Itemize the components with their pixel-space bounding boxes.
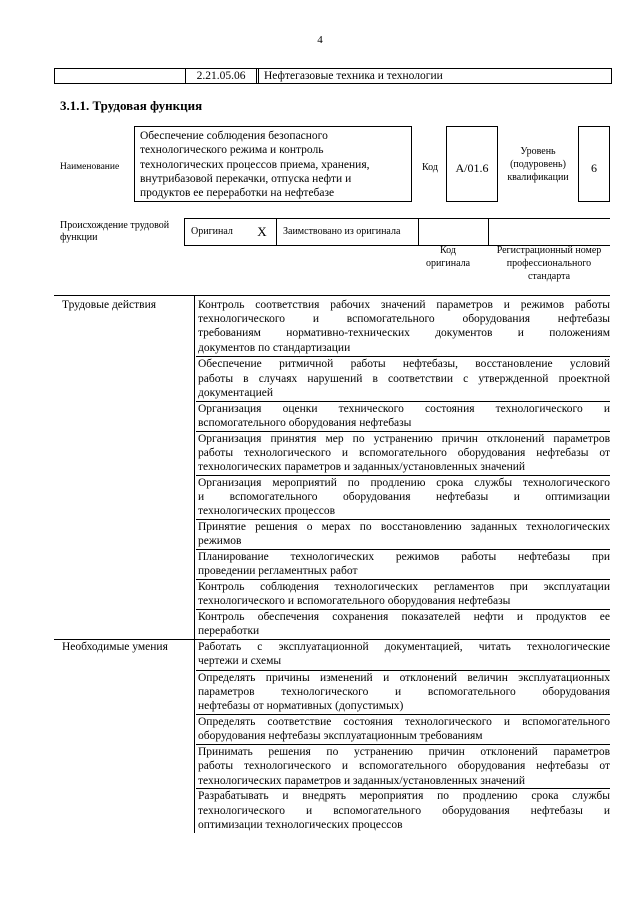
labor-actions-item xyxy=(196,431,610,475)
item-line: Обеспечение ритмичной работы нефтебазы, восстановление условий xyxy=(198,358,610,371)
caption-line: Код xyxy=(440,245,456,256)
item-line: Определять причины изменений и отклонений величин эксплуатационных xyxy=(198,672,610,684)
registration-number-cell xyxy=(488,219,610,245)
item-line: работы в случаях нарушений в соответствии с утвержденной проектной xyxy=(198,372,610,385)
item-line: технологических параметров и заданных/установленных значений xyxy=(198,774,526,787)
item-line: Организация мероприятий по продлению срока службы технологического xyxy=(198,476,610,489)
item-line: технологических параметров и заданных/установленных значений xyxy=(198,461,526,473)
original-cell xyxy=(184,219,248,245)
code-label: Код xyxy=(422,162,438,173)
item-line: параметров технологического и вспомогательного оборудования xyxy=(198,686,610,699)
skills-label: Необходимые умения xyxy=(62,641,168,653)
labor-actions-item xyxy=(196,609,610,638)
item-line: Контроль соблюдения технологических регламентов при эксплуатации xyxy=(198,581,610,593)
original-code-cell xyxy=(418,219,488,245)
caption-line: оригинала xyxy=(425,258,471,269)
page-number: 4 xyxy=(317,34,323,46)
caption-registration-number xyxy=(488,244,610,283)
labor-actions-item xyxy=(196,401,610,430)
item-line: Принимать решения по устранению причин отклонений параметров xyxy=(198,746,610,759)
original-mark-cell xyxy=(248,219,276,245)
item-line: Принятие решения о мерах по восстановлению заданных технологических xyxy=(198,521,610,533)
item-line: Организация оценки технического состояния технологического и xyxy=(198,402,610,415)
item-line: технологического и вспомогательного оборудования нефтебазы и xyxy=(198,804,610,817)
skills-item xyxy=(196,744,610,788)
column-divider xyxy=(194,638,195,833)
labor-actions-label: Трудовые действия xyxy=(62,299,157,311)
original-mark: X xyxy=(257,224,267,239)
item-line: работы технологического и вспомогательного оборудования нефтебазы от xyxy=(198,446,610,459)
item-line: режимов xyxy=(198,535,242,548)
item-line: Контроль обеспечения сохранения показателей нефти и продуктов ее xyxy=(198,611,610,623)
level-label-line: квалификации xyxy=(507,172,569,183)
origin-label-line: функции xyxy=(60,232,98,243)
level-value: 6 xyxy=(578,126,610,202)
empty-cell xyxy=(55,69,186,83)
caption-line: профессионального xyxy=(506,258,592,269)
item-line: проведении регламентных работ xyxy=(198,565,358,578)
labor-actions-item xyxy=(196,475,610,519)
origin-label-line: Происхождение трудовой xyxy=(60,220,170,231)
item-line: технологического и вспомогательного оборудования нефтебазы xyxy=(198,595,511,608)
item-line: и вспомогательного оборудования нефтебазы и оптимизации xyxy=(198,491,610,503)
naming-label: Наименование xyxy=(60,162,120,172)
borrowed-cell xyxy=(276,219,418,245)
labor-actions-item xyxy=(196,579,610,608)
item-line: Определять соответствие состояния технологического и вспомогательного xyxy=(198,716,610,729)
item-line: оборудования нефтебазы эксплуатационным требованиям xyxy=(198,730,483,743)
level-label xyxy=(504,145,572,184)
functions-table xyxy=(54,295,610,831)
level-label-line: (подуровень) xyxy=(510,159,566,170)
occupation-code-row xyxy=(54,68,612,84)
item-line: вспомогательного оборудования нефтебазы xyxy=(198,416,412,429)
column-divider xyxy=(194,296,195,639)
original-label: Оригинал xyxy=(191,226,233,237)
item-line: чертежи и схемы xyxy=(198,655,282,668)
labor-actions-item xyxy=(196,519,610,548)
origin-row xyxy=(184,218,610,246)
function-name-line: технологических процессов приема, хранения, xyxy=(140,158,370,171)
item-line: Работать с эксплуатационной документацией, читать технологические xyxy=(198,641,610,653)
caption-line: стандарта xyxy=(527,271,571,282)
origin-label xyxy=(60,220,184,244)
item-line: документацией xyxy=(198,386,273,399)
occupation-name: Нефтегазовые техника и технологии xyxy=(264,70,443,82)
caption-original-code xyxy=(418,244,478,270)
skills-item xyxy=(196,670,610,714)
skills-item xyxy=(196,714,610,743)
item-line: технологического и вспомогательного оборудования нефтебазы xyxy=(198,313,610,326)
function-name-line: Обеспечение соблюдения безопасного xyxy=(140,130,328,142)
item-line: требованиям нормативно-технических документов и положениям xyxy=(198,327,610,340)
item-line: Контроль соответствия рабочих значений параметров и режимов работы xyxy=(198,299,610,311)
skills-item xyxy=(196,788,610,832)
item-line: Разрабатывать и внедрять мероприятия по продлению срока службы xyxy=(198,790,610,803)
item-line: Планирование технологических режимов работы нефтебазы при xyxy=(198,551,610,563)
item-line: технологических процессов xyxy=(198,505,336,518)
occupation-code: 2.21.05.06 xyxy=(186,69,257,83)
item-line: документов по стандартизации xyxy=(198,341,351,354)
function-name-line: технологического режима и контроль xyxy=(140,144,324,157)
labor-actions-item xyxy=(196,356,610,400)
function-name-line: внутрибазовой перекачки, отпуска нефти и xyxy=(140,172,352,185)
skills-item xyxy=(196,640,610,668)
labor-actions-item xyxy=(196,549,610,578)
section-title: 3.1.1. Трудовая функция xyxy=(60,98,203,113)
item-line: оптимизации технологических процессов xyxy=(198,818,403,831)
code-value: A/01.6 xyxy=(446,126,498,202)
labor-actions-item xyxy=(196,298,610,355)
level-label-line: Уровень xyxy=(520,146,556,157)
item-line: работы технологического и вспомогательного оборудования нефтебазы от xyxy=(198,760,610,773)
function-name-line: продуктов ее переработки на нефтебазе xyxy=(140,187,335,200)
borrowed-label: Заимствовано из оригинала xyxy=(283,226,401,237)
caption-line: Регистрационный номер xyxy=(496,245,602,256)
item-line: нефтебазы от нормативных (допустимых) xyxy=(198,700,404,713)
item-line: Организация принятия мер по устранению причин отклонений параметров xyxy=(198,432,610,445)
item-line: переработки xyxy=(198,625,260,638)
function-name-box xyxy=(134,126,412,202)
